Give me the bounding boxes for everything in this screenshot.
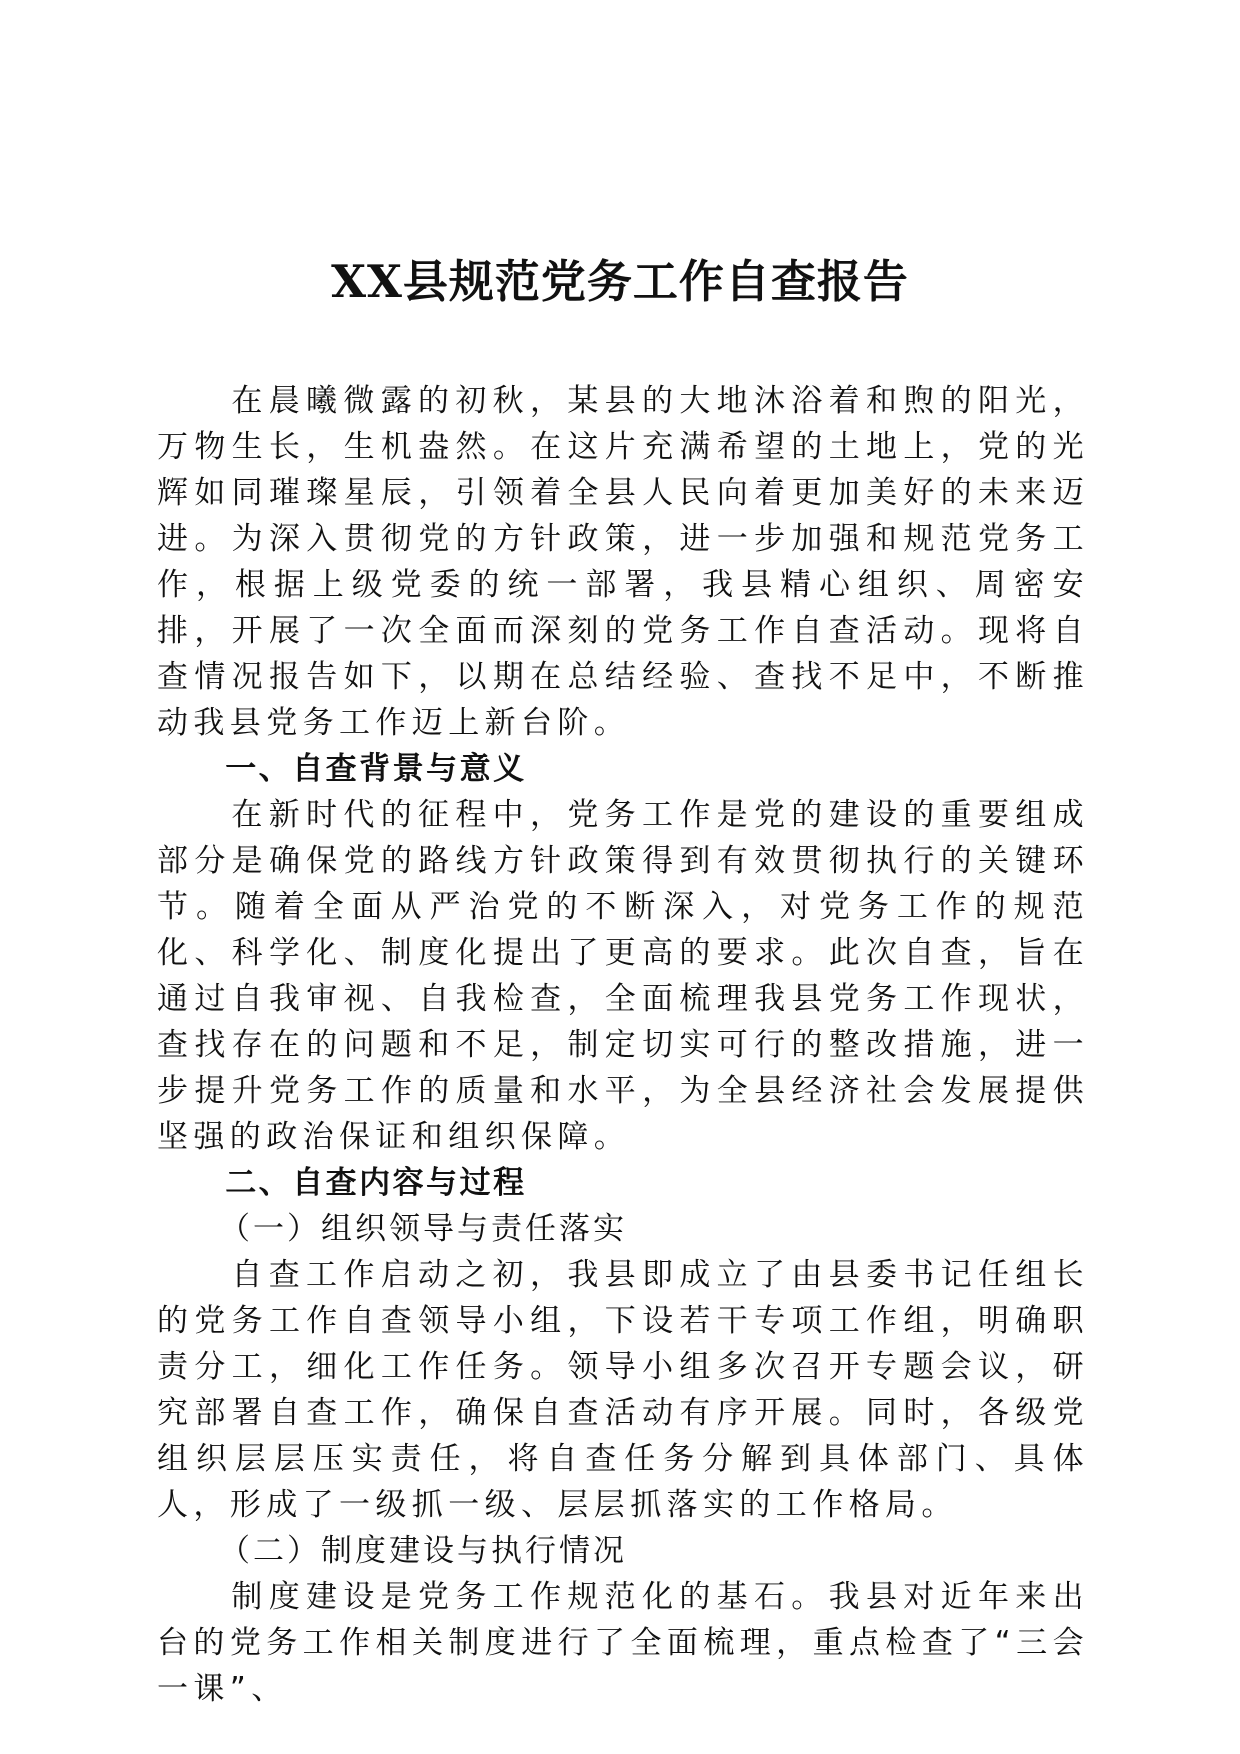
document-title: XX县规范党务工作自查报告 — [331, 255, 909, 308]
subsection-paragraph-institutions: 制度建设是党务工作规范化的基石。我县对近年来出台的党务工作相关制度进行了全面梳理，重点检查了“三会一课”、 — [157, 1579, 1089, 1707]
subsection-paragraph-leadership: 自查工作启动之初，我县即成立了由县委书记任组长的党务工作自查领导小组，下设若干专项工作组，明确职责分工，细化工作任务。领导小组多次召开专题会议，研究部署自查工作，确保自查活动有序开展。同时，各级党组织层层压实责任，将自查任务分解到具体部门、具体人，形成了一级抓一级、层层抓落实的工作格局。 — [157, 1257, 1089, 1523]
subsection-heading-institutions: （二）制度建设与执行情况 — [219, 1533, 627, 1569]
section-paragraph-background: 在新时代的征程中，党务工作是党的建设的重要组成部分是确保党的路线方针政策得到有效贯彻执行的关键环节。随着全面从严治党的不断深入，对党务工作的规范化、科学化、制度化提出了更高的要求。此次自查，旨在通过自我审视、自我检查，全面梳理我县党务工作现状，查找存在的问题和不足，制定切实可行的整改措施，进一步提升党务工作的质量和水平，为全县经济社会发展提供坚强的政治保证和组织保障。 — [157, 797, 1089, 1155]
subsection-heading-leadership: （一）组织领导与责任落实 — [219, 1211, 627, 1247]
document-body — [157, 378, 1089, 1712]
intro-paragraph: 在晨曦微露的初秋，某县的大地沐浴着和煦的阳光，万物生长，生机盎然。在这片充满希望的土地上，党的光辉如同璀璨星辰，引领着全县人民向着更加美好的未来迈进。为深入贯彻党的方针政策，进一步加强和规范党务工作，根据上级党委的统一部署，我县精心组织、周密安排，开展了一次全面而深刻的党务工作自查活动。现将自查情况报告如下，以期在总结经验、查找不足中，不断推动我县党务工作迈上新台阶。 — [157, 383, 1089, 741]
section-heading-process: 二、自查内容与过程 — [225, 1165, 527, 1201]
section-heading-background: 一、自查背景与意义 — [225, 751, 527, 787]
